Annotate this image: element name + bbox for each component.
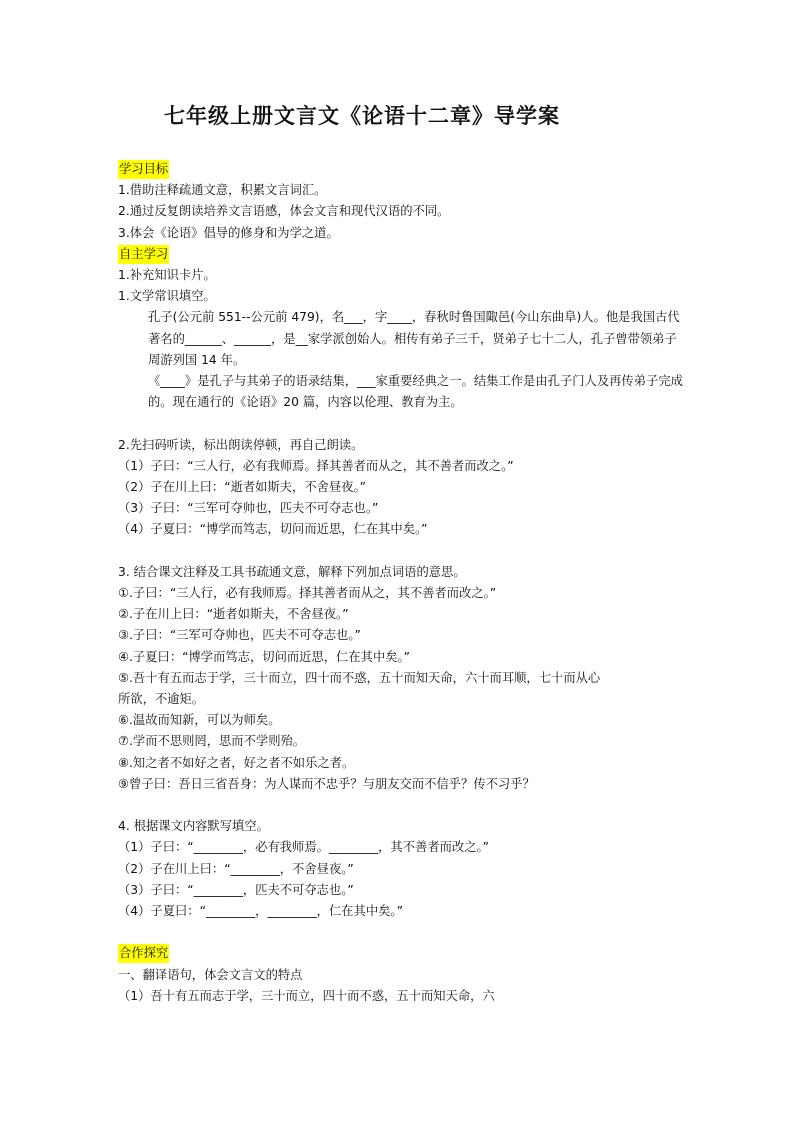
exercise-item: ⑤.吾十有五而志于学，三十而立，四十而不惑，五十而知天命，六十而耳顺，七十而从心 <box>118 670 601 685</box>
spacer <box>118 541 688 562</box>
exercise-item: （4）子夏曰：“________，________，仁在其中矣。” <box>118 904 403 919</box>
exercise-item: （3）子曰：“三军可夺帅也，匹夫不可夺志也。” <box>118 501 379 516</box>
self-study-line: 1.补充知识卡片。 <box>118 268 216 283</box>
goal-line: 1.借助注释疏通文意，积累文言词汇。 <box>118 183 327 198</box>
spacer <box>118 413 688 434</box>
exercise-intro: 4. 根据课文内容默写填空。 <box>118 819 269 834</box>
exercise-item: ①.子曰：“三人行，必有我师焉。择其善者而从之，其不善者而改之。” <box>118 586 497 601</box>
exercise-item: ⑧.知之者不如好之者，好之者不如乐之者。 <box>118 755 355 770</box>
exercise-item: ③.子曰：“三军可夺帅也，匹夫不可夺志也。” <box>118 628 361 643</box>
highlighted-heading: 合作探究 <box>118 944 169 963</box>
exercise-item: （2）子在川上曰：“________，不舍昼夜。” <box>118 861 354 876</box>
fill-in-paragraph: 《____》是孔子与其弟子的语录结集，___家重要经典之一。结集工作是由孔子门人及再传弟子完成的。现在通行的《论语》20 篇，内容以伦理、教育为主。 <box>148 374 683 410</box>
cooperation-line: 一、翻译语句，体会文言文的特点 <box>118 967 303 982</box>
highlighted-heading: 自主学习 <box>118 245 169 264</box>
highlighted-heading: 学习目标 <box>118 160 169 179</box>
exercise-item: （1）子曰：“三人行，必有我师焉。择其善者而从之，其不善者而改之。” <box>118 458 514 473</box>
document-title: 七年级上册文言文《论语十二章》导学案 <box>164 103 560 128</box>
cooperation-line: （1）吾十有五而志于学，三十而立，四十而不惑，五十而知天命，六 <box>118 988 495 1003</box>
document-body <box>118 159 688 1007</box>
fill-in-paragraph: 孔子(公元前 551--公元前 479)，名___，字____，春秋时鲁国陬邑(今山东曲阜)人。他是我国古代著名的______、______，是__家学派创始人。相传有弟子三千，贤弟子七十二人，孔子曾带领弟子周游列国 14 年。 <box>148 310 680 367</box>
spacer <box>118 795 688 816</box>
section-heading-self-study <box>118 244 688 265</box>
self-study-line: 1.文学常识填空。 <box>118 289 216 304</box>
exercise-item: ⑥.温故而知新，可以为师矣。 <box>118 713 281 728</box>
exercise-intro: 3. 结合课文注释及工具书疏通文意，解释下列加点词语的意思。 <box>118 564 466 579</box>
spacer <box>118 922 688 943</box>
exercise-item: ⑨曾子曰：吾日三省吾身：为人谋而不忠乎？与朋友交而不信乎？传不习乎？ <box>118 776 535 791</box>
exercise-item: ②.子在川上曰：“逝者如斯夫，不舍昼夜。” <box>118 607 349 622</box>
goal-line: 3.体会《论语》倡导的修身和为学之道。 <box>118 225 339 240</box>
exercise-item: （2）子在川上曰：“逝者如斯夫，不舍昼夜。” <box>118 480 367 495</box>
exercise-item: （1）子曰：“________，必有我师焉。________，其不善者而改之。” <box>118 840 490 855</box>
exercise-intro: 2.先扫码听读，标出朗读停顿，再自己朗读。 <box>118 437 364 452</box>
exercise-item: ⑦.学而不思则罔，思而不学则殆。 <box>118 734 306 749</box>
exercise-item: （4）子夏曰：“博学而笃志，切问而近思，仁在其中矣。” <box>118 522 428 537</box>
section-heading-goals <box>118 159 688 180</box>
exercise-item: ④.子夏曰：“博学而笃志，切问而近思，仁在其中矣。” <box>118 649 411 664</box>
section-heading-cooperation <box>118 943 688 964</box>
goal-line: 2.通过反复朗读培养文言语感，体会文言和现代汉语的不同。 <box>118 204 450 219</box>
exercise-item: 所欲，不逾矩。 <box>118 692 205 707</box>
exercise-item: （3）子曰：“________，匹夫不可夺志也。” <box>118 882 354 897</box>
